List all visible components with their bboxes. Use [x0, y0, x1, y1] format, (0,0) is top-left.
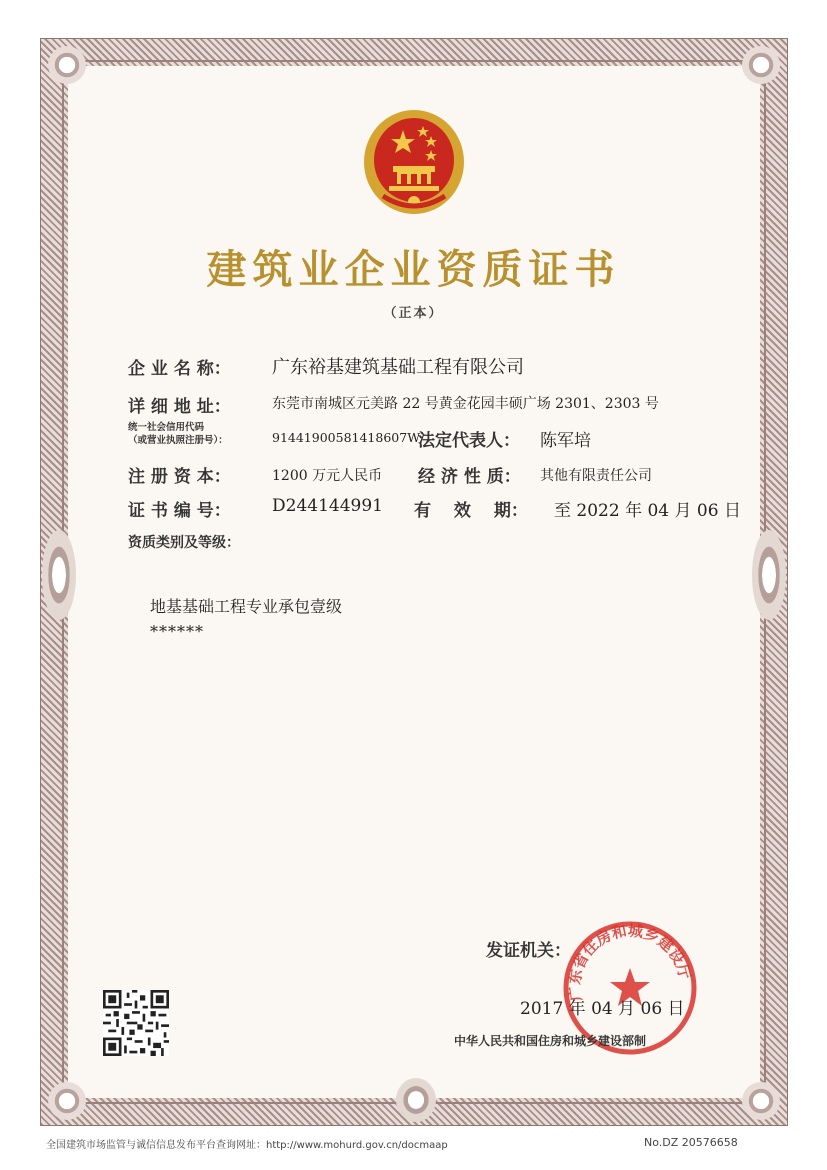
validity-label: 有 效 期： [414, 501, 528, 521]
ministry-name: 中华人民共和国住房和城乡建设部制 [454, 1034, 647, 1048]
national-emblem-icon [363, 108, 465, 216]
company-name-value: 广东裕基建筑基础工程有限公司 [272, 357, 524, 378]
side-ornament [752, 530, 786, 620]
company-name-label: 企 业 名 称： [128, 359, 231, 379]
address-label: 详 细 地 址： [128, 397, 231, 417]
corner-ornament [742, 1082, 780, 1120]
credit-code-label [128, 421, 228, 447]
legal-rep-label: 法定代表人： [418, 431, 520, 451]
qualification-item: 地基基础工程专业承包壹级 [150, 597, 343, 616]
cert-no-value: D244144991 [272, 496, 383, 516]
capital-label: 注 册 资 本： [128, 467, 231, 487]
credit-code-label-line2: （或营业执照注册号）： [128, 435, 228, 446]
address-value: 东莞市南城区元美路 22 号黄金花园丰硕广场 2301、2303 号 [272, 396, 659, 412]
qr-code-icon[interactable] [103, 990, 169, 1056]
qualification-mark: ****** [150, 622, 204, 641]
credit-code-label-line1: 统一社会信用代码 [128, 422, 205, 433]
seal-text: 广东省住房和城乡建设厅 [565, 921, 694, 1003]
capital-value: 1200 万元人民币 [272, 468, 383, 484]
bottom-ornament [396, 1078, 436, 1122]
cert-no-label: 证 书 编 号： [128, 501, 231, 521]
certificate-subtitle: （正本） [383, 306, 444, 321]
serial-number: No.DZ 20576658 [644, 1136, 738, 1149]
credit-code-value: 91441900581418607W [272, 430, 421, 445]
corner-ornament [48, 1082, 86, 1120]
certificate-title: 建筑业企业资质证书 [206, 247, 621, 293]
nature-label: 经 济 性 质： [418, 467, 521, 487]
issuer-label: 发证机关： [486, 941, 571, 961]
validity-value: 至 2022 年 04 月 06 日 [554, 501, 741, 521]
issue-date: 2017 年 04 月 06 日 [520, 999, 685, 1019]
corner-ornament [742, 46, 780, 84]
nature-value: 其他有限责任公司 [540, 468, 652, 484]
footer-query-url[interactable]: 全国建筑市场监管与诚信信息发布平台查询网址：http://www.mohurd.gov.cn/docmaap [46, 1140, 448, 1151]
qualification-label: 资质类别及等级： [128, 535, 240, 551]
corner-ornament [48, 46, 86, 84]
legal-rep-value: 陈军培 [540, 431, 591, 451]
side-ornament [42, 530, 76, 620]
